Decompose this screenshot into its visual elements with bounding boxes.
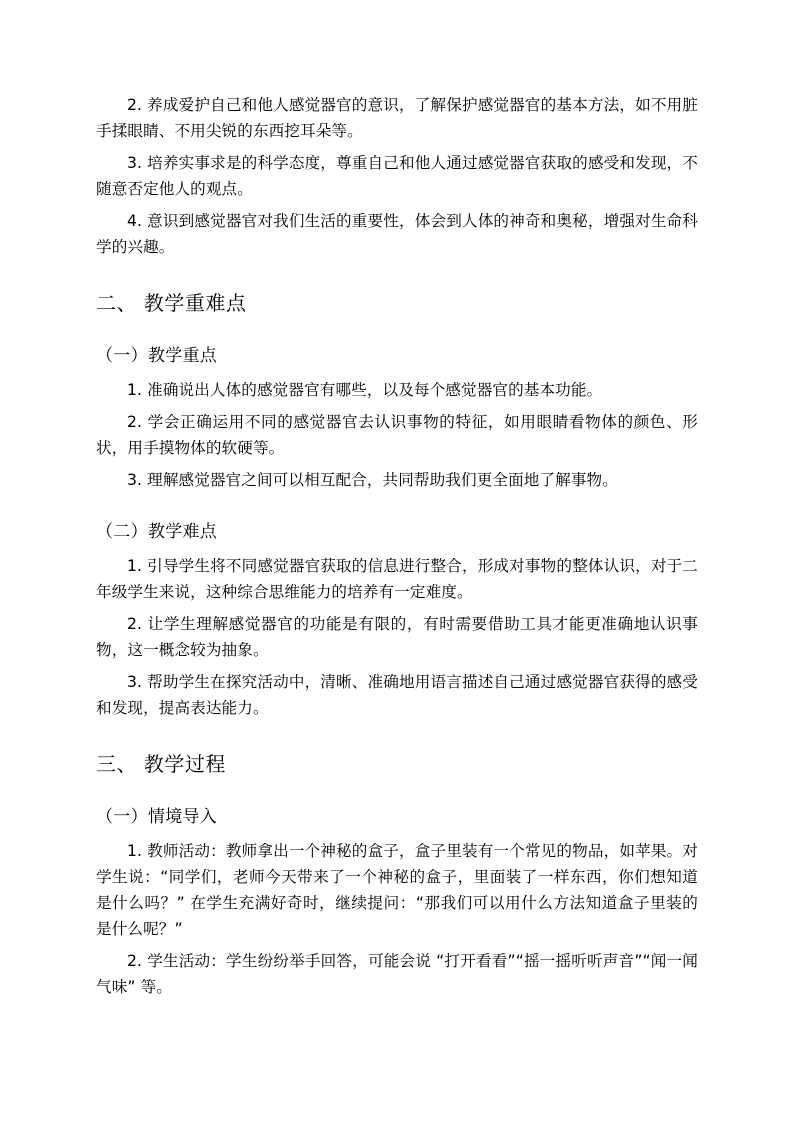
subheading-difficult-points: （二）教学难点 xyxy=(96,522,218,542)
intro-step-1: 1. 教师活动：教师拿出一个神秘的盒子，盒子里装有一个常见的物品，如苹果。对学生说：“同学们，老师今天带来了一个神秘的盒子，里面装了一样东西，你们想知道是什么吗？” 在学生充满好奇时，继续提问：“那我们可以用什么方法知道盒子里装的是什么呢？” xyxy=(96,842,698,938)
subheading-scenario-intro: （一）情境导入 xyxy=(96,807,218,827)
section-heading-key-difficult-points: 二、 教学重难点 xyxy=(96,291,247,315)
intro-step-2: 2. 学生活动：学生纷纷举手回答，可能会说 “打开看看”“摇一摇听听声音”“闻一闻气味” 等。 xyxy=(96,952,698,996)
difficult-point-1: 1. 引导学生将不同感觉器官获取的信息进行整合，形成对事物的整体认识，对于二年级学生来说，这种综合思维能力的培养有一定难度。 xyxy=(96,557,698,601)
difficult-point-3: 3. 帮助学生在探究活动中，清晰、准确地用语言描述自己通过感觉器官获得的感受和发现，提高表达能力。 xyxy=(96,673,698,717)
key-point-1: 1. 准确说出人体的感觉器官有哪些，以及每个感觉器官的基本功能。 xyxy=(127,381,603,399)
objective-paragraph-4: 4. 意识到感觉器官对我们生活的重要性，体会到人体的神奇和奥秘，增强对生命科学的兴趣。 xyxy=(96,212,698,256)
difficult-point-2: 2. 让学生理解感觉器官的功能是有限的，有时需要借助工具才能更准确地认识事物，这一概念较为抽象。 xyxy=(96,615,698,659)
section-heading-teaching-process: 三、 教学过程 xyxy=(96,752,226,776)
objective-paragraph-3: 3. 培养实事求是的科学态度，尊重自己和他人通过感觉器官获取的感受和发现，不随意否定他人的观点。 xyxy=(96,154,698,198)
key-point-2: 2. 学会正确运用不同的感觉器官去认识事物的特征，如用眼睛看物体的颜色、形状，用手摸物体的软硬等。 xyxy=(96,413,698,457)
objective-paragraph-2: 2. 养成爱护自己和他人感觉器官的意识，了解保护感觉器官的基本方法，如不用脏手揉眼睛、不用尖锐的东西挖耳朵等。 xyxy=(96,96,698,140)
key-point-3: 3. 理解感觉器官之间可以相互配合，共同帮助我们更全面地了解事物。 xyxy=(127,471,618,489)
document-page xyxy=(96,92,698,1006)
subheading-key-points: （一）教学重点 xyxy=(96,346,218,366)
